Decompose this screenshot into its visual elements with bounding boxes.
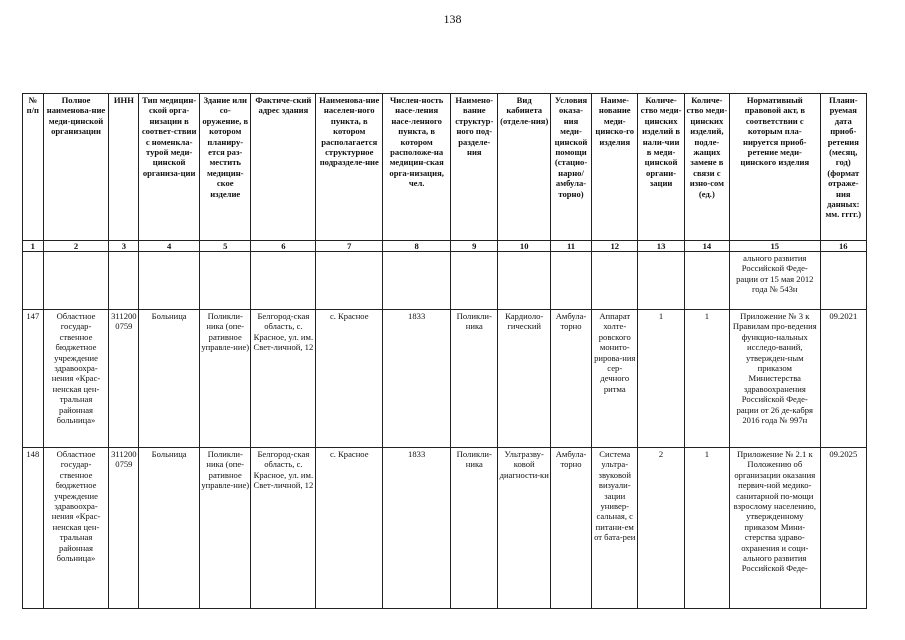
organization-name: Областное государ-ственное бюджетное учреждение здравоохра-нения «Крас-ненская цен-тральная районная больница» [43, 448, 109, 609]
header-cell: Здание или со-оружение, в котором планиру-ется раз-местить медицин-ское изделие [200, 94, 251, 241]
header-cell: Наименова-ние населен-ного пункта, в котором располагается структурное подразделе-ние [316, 94, 383, 241]
legal-act-cell: Приложение № 3 к Правилам про-ведения функцио-нальных исследо-ваний, утвержден-ным приказом Министерства здравоохранения Российской Феде-рации от 26 де-кабря 2016 года № 997н [730, 310, 821, 448]
column-number: 12 [592, 241, 638, 252]
header-cell: Тип медицин-ской орга-низации в соответ-ствии с номенкла-турой меди-цинской организа-ции [139, 94, 200, 241]
subdivision-cell: Поликли-ника [451, 448, 498, 609]
purchase-date-cell: 09.2025 [820, 448, 866, 609]
organization-type: Больница [139, 448, 200, 609]
purchase-date-cell: 09.2021 [820, 310, 866, 448]
column-number: 6 [251, 241, 316, 252]
column-number: 1 [23, 241, 44, 252]
address-cell: Белгород-ская область, с. Красное, ул. им. Свет-личной, 12 [251, 310, 316, 448]
cabinet-cell: Кардиоло-гический [498, 310, 550, 448]
organization-type: Больница [139, 310, 200, 448]
settlement-cell: с. Красное [316, 310, 383, 448]
conditions-cell: Амбула-торно [550, 448, 591, 609]
header-cell: Наимено-вание структур-ного под-разделе-ния [451, 94, 498, 241]
population-cell: 1833 [383, 310, 451, 448]
header-cell: ИНН [109, 94, 139, 241]
header-cell: № п/п [23, 94, 44, 241]
column-number: 2 [43, 241, 109, 252]
header-cell: Фактиче-ский адрес здания [251, 94, 316, 241]
column-number: 4 [139, 241, 200, 252]
device-cell: Аппарат холте-ровского монито-рирова-ния сер-дечного ритма [592, 310, 638, 448]
column-number: 10 [498, 241, 550, 252]
column-number: 14 [684, 241, 729, 252]
table-row [23, 310, 867, 448]
medical-equipment-table [22, 93, 867, 609]
column-number: 8 [383, 241, 451, 252]
header-cell: Числен-ность насе-ления насе-ленного пункта, в котором расположе-на медицин-ская орга-низация, чел. [383, 94, 451, 241]
header-row [23, 94, 867, 241]
row-number: 148 [23, 448, 44, 609]
continuation-row [23, 252, 867, 310]
row-number: 147 [23, 310, 44, 448]
column-number: 3 [109, 241, 139, 252]
header-cell: Количе-ство меди-цинских изделий, подле-жащих замене в связи с изно-сом (ед.) [684, 94, 729, 241]
header-cell: Вид кабинета (отделе-ния) [498, 94, 550, 241]
settlement-cell: с. Красное [316, 448, 383, 609]
header-cell: Количе-ство меди-цинских изделий в нали-чии в меди-цинской органи-зации [638, 94, 684, 241]
population-cell: 1833 [383, 448, 451, 609]
device-cell: Система ультра-звуковой визуали-зации универ-сальная, с питани-ем от бата-реи [592, 448, 638, 609]
column-number: 15 [730, 241, 821, 252]
cabinet-cell: Ультразву-ковой диагности-ки [498, 448, 550, 609]
column-number: 9 [451, 241, 498, 252]
qty-replace-cell: 1 [684, 310, 729, 448]
column-number: 13 [638, 241, 684, 252]
header-cell: Плани-руемая дата приоб-ретения (месяц, год) (формат отраже-ния данных: мм. гггг.) [820, 94, 866, 241]
conditions-cell: Амбула-торно [550, 310, 591, 448]
header-cell: Полное наименова-ние меди-цинской организации [43, 94, 109, 241]
header-cell: Нормативный правовой акт, в соответствии с которым пла-нируется приоб-ретение меди-цинского изделия [730, 94, 821, 241]
table-row [23, 448, 867, 609]
qty-available-cell: 2 [638, 448, 684, 609]
inn-value: 311200 0759 [109, 448, 139, 609]
qty-available-cell: 1 [638, 310, 684, 448]
building-cell: Поликли-ника (опе-ративное управле-ние) [200, 310, 251, 448]
column-number: 16 [820, 241, 866, 252]
column-number: 7 [316, 241, 383, 252]
building-cell: Поликли-ника (опе-ративное управле-ние) [200, 448, 251, 609]
subdivision-cell: Поликли-ника [451, 310, 498, 448]
column-number-row [23, 241, 867, 252]
legal-act-cell: Приложение № 2.1 к Положению об организации оказания первич-ной медико-санитарной по-мощи взрослому населению, утвержденному приказом Мини-стерства здраво-охранения и соци-ального развития Российской Феде- [730, 448, 821, 609]
header-cell: Наиме-нование меди-цинско-го изделия [592, 94, 638, 241]
continuation-text: ального развития Российской Феде-рации от 15 мая 2012 года № 543н [730, 252, 821, 310]
qty-replace-cell: 1 [684, 448, 729, 609]
inn-value: 311200 0759 [109, 310, 139, 448]
organization-name: Областное государ-ственное бюджетное учреждение здравоохра-нения «Крас-ненская цен-тральная районная больница» [43, 310, 109, 448]
page-number: 138 [443, 12, 462, 26]
header-cell: Условия оказа-ния меди-цинской помощи (стацио-нарно/ амбула-торно) [550, 94, 591, 241]
column-number: 5 [200, 241, 251, 252]
address-cell: Белгород-ская область, с. Красное, ул. им. Свет-личной, 12 [251, 448, 316, 609]
column-number: 11 [550, 241, 591, 252]
